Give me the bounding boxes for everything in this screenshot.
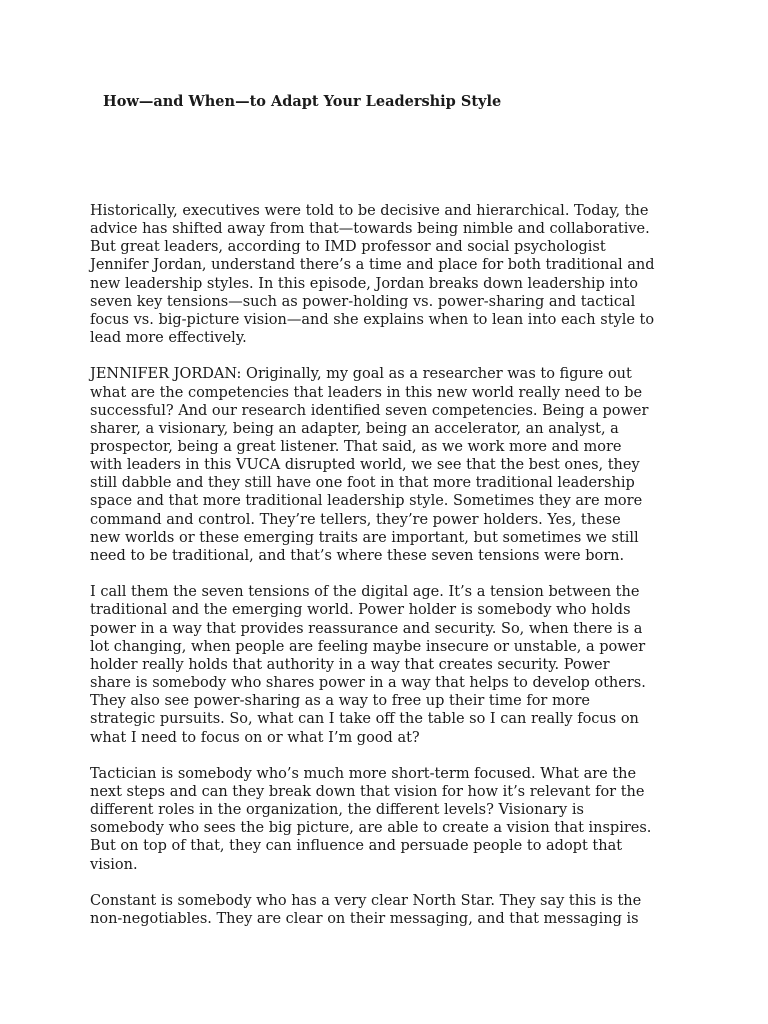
paragraph-tactician-visionary: Tactician is somebody who’s much more short-term focused. What are the next steps and can they break down that vision for how it’s relevant for the different roles in the organization, the different levels? Visionary is somebody who sees the big picture, are able to create a vision that inspires. But on top of that, they can influence and persuade people to adopt that vision. — [90, 765, 652, 873]
paragraph-jordan-competencies: JENNIFER JORDAN: Originally, my goal as a researcher was to figure out what are the competencies that leaders in this new world really need to be successful? And our research identified seven competencies. Being a power sharer, a visionary, being an adapter, being an accelerator, an analyst, a prospector, being a great listener. That said, as we work more and more with leaders in this VUCA disrupted world, we see that the best ones, they still dabble and they still have one foot in that more traditional leadership space and that more traditional leadership style. Sometimes they are more command and control. They’re tellers, they’re power holders. Yes, these new worlds or these emerging traits are important, but sometimes we still need to be traditional, and that’s where these seven tensions were born. — [90, 366, 649, 564]
document-title: How—and When—to Adapt Your Leadership Style — [103, 93, 502, 110]
paragraph-seven-tensions: I call them the seven tensions of the digital age. It’s a tension between the traditional and the emerging world. Power holder is somebody who holds power in a way that provides reassurance and security. So, when there is a lot changing, when people are feeling maybe insecure or unstable, a power holder really holds that authority in a way that creates security. Power share is somebody who shares power in a way that helps to develop others. They also see power-sharing as a way to free up their time for more strategic pursuits. So, what can I take off the table so I can really focus on what I need to focus on or what I’m good at? — [90, 584, 646, 746]
paragraph-intro: Historically, executives were told to be decisive and hierarchical. Today, the advice has shifted away from that—towards being nimble and collaborative. But great leaders, according to IMD professor and social psychologist Jennifer Jordan, understand there’s a time and place for both traditional and new leadership styles. In this episode, Jordan breaks down leadership into seven key tensions—such as power-holding vs. power-sharing and tactical focus vs. big-picture vision—and she explains when to lean into each style to lead more effectively. — [90, 203, 655, 347]
paragraph-constant: Constant is somebody who has a very clear North Star. They say this is the non-negotiables. They are clear on their messaging, and that messaging is — [90, 892, 642, 928]
document-body — [90, 202, 686, 946]
